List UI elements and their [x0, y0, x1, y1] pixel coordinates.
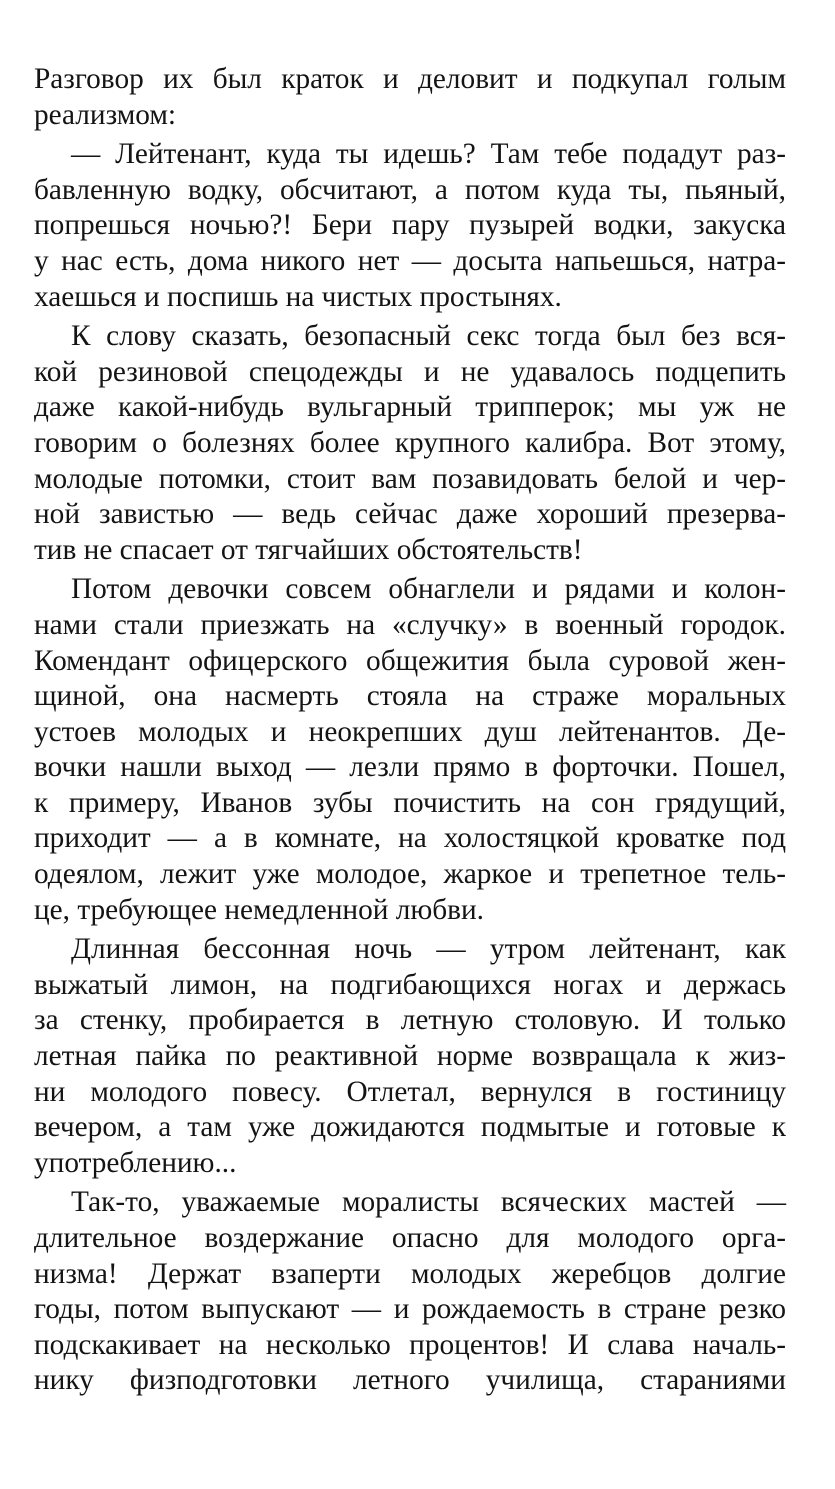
text-line: щиной, она насмерть стояла на страже моральных — [34, 680, 786, 713]
text-line: выжатый лимон, на подгибающихся ногах и держась — [34, 968, 786, 1001]
text-line: К слову сказать, безопасный секс тогда был без вся- — [71, 320, 786, 353]
text-line: — Лейтенант, куда ты идешь? Там тебе подадут раз- — [71, 138, 786, 171]
text-line: за стенку, пробирается в летную столовую. И только — [34, 1004, 786, 1037]
paragraph-5 — [34, 932, 786, 1181]
text-line: длительное воздержание опасно для молодого орга- — [34, 1222, 786, 1254]
text-line: кой резиновой спецодежды и не удавалось подцепить — [34, 355, 786, 388]
text-line: у нас есть, дома никого нет — досыта напьешься, натра- — [34, 244, 786, 277]
paragraph-4 — [34, 572, 786, 928]
text-line: подскакивает на несколько процентов! И слава началь- — [34, 1328, 786, 1361]
text-line: нику физподготовки летного училища, стараниями — [34, 1364, 786, 1397]
text-line: ной завистью — ведь сейчас даже хороший презерва- — [34, 498, 786, 531]
text-line: нами стали приезжать на «случку» в военный городок. — [34, 608, 786, 641]
text-line: приходит — а в комнате, на холостяцкой кроватке под — [34, 822, 786, 855]
paragraph-2 — [34, 137, 786, 315]
text-line: реализмом: — [34, 98, 177, 131]
text-line: к примеру, Иванов зубы почистить на сон грядущий, — [34, 786, 786, 819]
text-line: хаешься и поспишь на чистых простынях. — [34, 280, 562, 313]
text-line: одеялом, лежит уже молодое, жаркое и трепетное тель- — [34, 858, 786, 891]
text-line: Потом девочки совсем обнаглели и рядами и колон- — [71, 573, 786, 606]
text-line: тив не спасает от тягчайших обстоятельств! — [34, 533, 583, 566]
text-line: вечером, а там уже дожидаются подмытые и готовые к — [34, 1111, 786, 1144]
text-line: устоев молодых и неокрепших душ лейтенантов. Де- — [34, 715, 786, 748]
paragraph-1 — [34, 62, 786, 133]
text-line: бавленную водку, обсчитают, а потом куда ты, пьяный, — [34, 173, 786, 206]
text-line: употреблению... — [34, 1146, 237, 1179]
text-line: попрешься ночью?! Бери пару пузырей водки, закуска — [34, 209, 786, 242]
text-line: це, требующее немедленной любви. — [34, 893, 484, 926]
text-line: даже какой-нибудь вульгарный трипперок; мы уж не — [34, 391, 786, 424]
book-page-text — [34, 62, 786, 1399]
text-line: летная пайка по реактивной норме возвращала к жиз- — [34, 1040, 786, 1073]
text-line: низма! Держат взаперти молодых жеребцов долгие — [34, 1257, 786, 1290]
text-line: Так-то, уважаемые моралисты всяческих мастей — — [71, 1186, 786, 1219]
text-line: годы, потом выпускают — и рождаемость в стране резко — [34, 1293, 786, 1326]
text-line: говорим о болезнях более крупного калибра. Вот этому, — [34, 426, 786, 459]
paragraph-3 — [34, 319, 786, 568]
text-line: вочки нашли выход — лезли прямо в форточки. Пошел, — [34, 751, 786, 784]
text-line: ни молодого повесу. Отлетал, вернулся в гостиницу — [34, 1075, 786, 1108]
text-line: Длинная бессонная ночь — утром лейтенант, как — [71, 933, 786, 966]
text-line: молодые потомки, стоит вам позавидовать белой и чер- — [34, 462, 786, 495]
text-line: Комендант офицерского общежития была суровой жен- — [34, 644, 786, 677]
paragraph-6 — [34, 1185, 786, 1399]
text-line: Разговор их был краток и деловит и подкупал голым — [34, 63, 786, 95]
